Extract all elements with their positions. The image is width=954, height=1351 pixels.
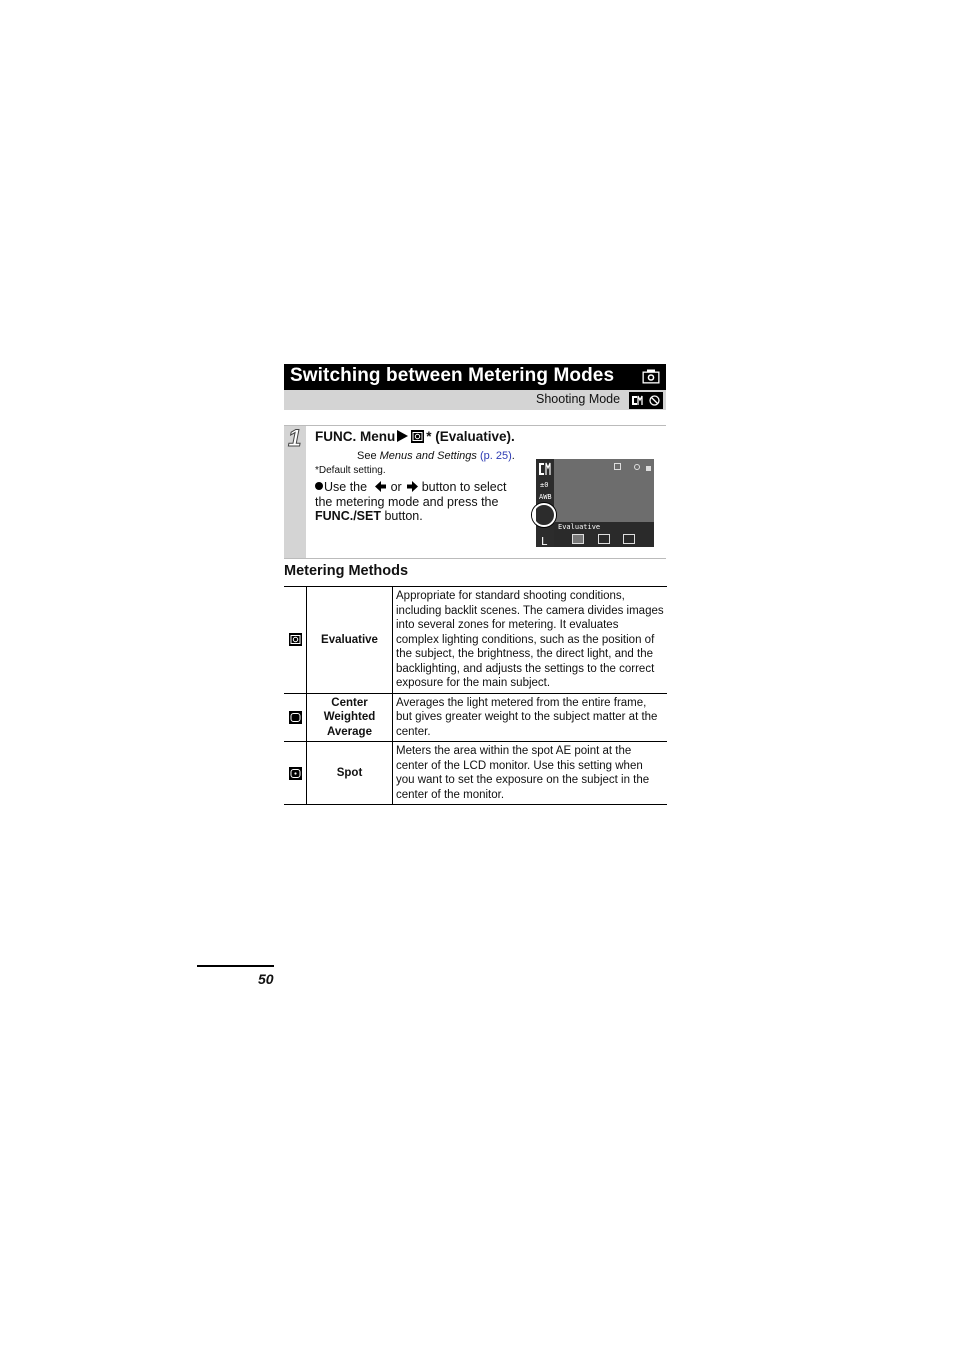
left-arrow-button-icon [375, 481, 387, 492]
lcd-status-icons [614, 462, 652, 472]
step-instruction: Use the or button to select the metering mode and press the FUNC./SET button. [315, 480, 507, 523]
func-menu-label: FUNC. Menu [315, 429, 396, 444]
method-icon-cell [284, 742, 307, 805]
movie-mode-icon [646, 392, 663, 409]
method-icon-cell [284, 587, 307, 694]
step-block [284, 425, 666, 559]
page-reference-link[interactable]: (p. 25) [479, 450, 512, 462]
default-setting-note: *Default setting. [315, 465, 386, 476]
camera-icon [642, 369, 660, 384]
svg-text:AWB: AWB [539, 493, 552, 501]
bullet-icon [315, 482, 323, 490]
page-number: 50 [258, 971, 274, 987]
svg-text:L: L [541, 535, 548, 547]
metering-methods-table [284, 586, 667, 805]
step-number: 1 [288, 425, 302, 452]
evaluative-metering-icon [289, 633, 302, 646]
spot-metering-icon [289, 767, 302, 780]
evaluative-default-label: * (Evaluative). [426, 429, 515, 444]
evaluative-metering-icon [411, 430, 424, 443]
lcd-screen-illustration [536, 459, 654, 547]
see-reference: See Menus and Settings (p. 25). [357, 450, 515, 462]
step-heading [315, 429, 515, 444]
table-row [284, 587, 667, 694]
reference-title: Menus and Settings [379, 450, 477, 462]
footer-rule [197, 965, 274, 967]
arrow-right-icon [397, 430, 408, 442]
method-name: Center Weighted Average [307, 693, 393, 742]
lcd-evaluative-option [572, 534, 584, 544]
metering-methods-heading: Metering Methods [284, 563, 409, 579]
method-description: Meters the area within the spot AE point at the center of the LCD monitor. Use this setting when you want to set the exposure on the subject in the center of the monitor. [393, 742, 668, 805]
method-description: Averages the light metered from the entire frame, but gives greater weight to the subject matter at the center. [393, 693, 668, 742]
table-row [284, 742, 667, 805]
lcd-spot-option [623, 534, 635, 544]
cm-mode-icon [629, 392, 646, 409]
page-title: Switching between Metering Modes [290, 365, 615, 386]
method-name: Evaluative [307, 587, 393, 694]
shooting-mode-bar [284, 390, 666, 410]
method-icon-cell [284, 693, 307, 742]
method-name: Spot [307, 742, 393, 805]
lcd-selection-ring [532, 503, 556, 527]
table-row [284, 693, 667, 742]
lcd-mode-label: Evaluative [558, 523, 601, 531]
section-title-bar [284, 364, 666, 390]
right-arrow-button-icon [406, 481, 418, 492]
svg-text:±0: ±0 [540, 481, 549, 489]
lcd-center-weighted-option [598, 534, 610, 544]
step-gutter [284, 426, 306, 558]
shooting-mode-label: Shooting Mode [536, 392, 621, 406]
center-weighted-metering-icon [289, 711, 302, 724]
func-set-button-label: FUNC./SET [315, 509, 381, 523]
method-description: Appropriate for standard shooting conditions, including backlit scenes. The camera divides images into several zones for metering. It evaluates complex lighting conditions, such as the position of the subject, the brightness, the direct light, and the backlighting, and adjusts the settings to the correct exposure for the main subject. [393, 587, 668, 694]
